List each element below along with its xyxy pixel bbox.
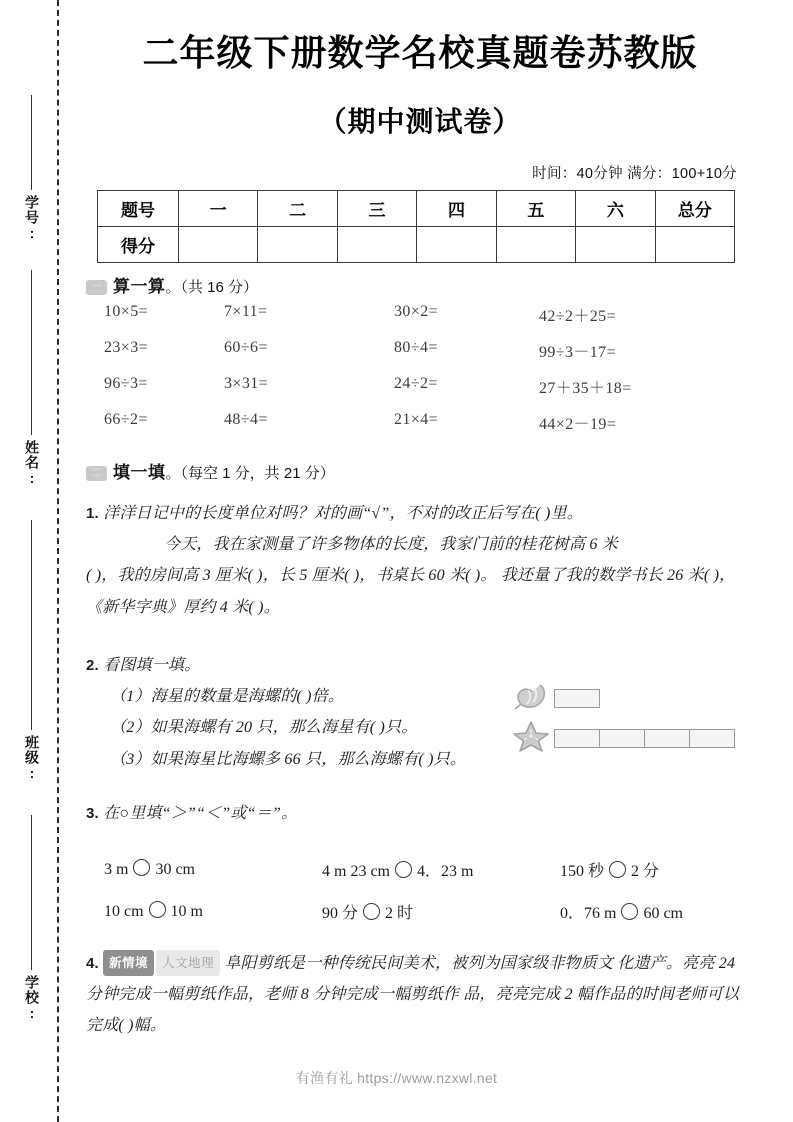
comparison-circle[interactable]: [363, 903, 380, 920]
comparison-circle[interactable]: [621, 903, 638, 920]
margin-label-name: 姓名:: [24, 440, 40, 487]
comparison-right: 60 cm: [643, 904, 683, 922]
score-table-header-cell: 三: [337, 191, 416, 227]
margin-divider: [31, 520, 32, 730]
comparison-right: 2 时: [385, 904, 414, 922]
margin-label-class: 班级:: [24, 735, 40, 782]
comparison-item[interactable]: [322, 900, 560, 923]
table-row: [98, 227, 735, 263]
comparison-circle[interactable]: [395, 861, 412, 878]
arithmetic-grid: [104, 303, 744, 447]
score-input-cell[interactable]: [655, 227, 734, 263]
badge-new-context: 新情境: [103, 950, 154, 976]
arithmetic-row: [104, 411, 744, 447]
arithmetic-row: [104, 375, 744, 411]
comparison-right: 4．23 m: [417, 862, 474, 880]
page-subtitle: （期中测试卷）: [318, 106, 522, 137]
score-table-header-cell: 五: [496, 191, 575, 227]
conch-quantity-bar: [554, 689, 600, 708]
bar-unit: [555, 730, 600, 747]
arithmetic-problem[interactable]: 99÷3－17=: [539, 344, 617, 361]
question-subitem[interactable]: （3）如果海星比海螺多 66 只，那么海螺有( )只。: [110, 750, 467, 768]
question-stem[interactable]: 洋洋日记中的长度单位对吗？对的画“√”，不对的改正后写在( )里。: [103, 505, 583, 522]
section-marker-icon: 一: [86, 280, 107, 295]
comparison-grid: [104, 848, 754, 932]
comparison-circle[interactable]: [149, 901, 166, 918]
table-row: [98, 191, 735, 227]
margin-divider: [31, 815, 32, 970]
question-3: [86, 798, 746, 829]
comparison-right: 2 分: [631, 862, 660, 880]
arithmetic-problem[interactable]: 10×5=: [104, 303, 149, 320]
diagram-row-conch: [508, 678, 738, 718]
score-table-row-label: 得分: [98, 227, 179, 263]
comparison-left: 4 m 23 cm: [322, 862, 390, 880]
score-table-header-cell: 二: [258, 191, 337, 227]
score-input-cell[interactable]: [417, 227, 496, 263]
arithmetic-problem[interactable]: 66÷2=: [104, 411, 148, 428]
left-margin-strip: [0, 0, 58, 1122]
section-heading-1: [86, 272, 258, 297]
arithmetic-problem[interactable]: 96÷3=: [104, 375, 148, 392]
footer-watermark: 有渔有礼 https://www.nzxwl.net: [295, 1070, 498, 1086]
question-stem: 在○里填“＞”“＜”或“＝”。: [103, 805, 298, 822]
question-diary-line[interactable]: 我还量了我的数学书长 26 米( )，《新华字典》厚约 4 米( )。: [86, 567, 736, 616]
comparison-right: 30 cm: [155, 861, 195, 878]
arithmetic-row: [104, 339, 744, 375]
score-table-row-label: 题号: [98, 191, 179, 227]
question-4: [86, 948, 746, 1042]
arithmetic-problem[interactable]: 23×3=: [104, 339, 149, 356]
comparison-left: 10 cm: [104, 903, 144, 920]
bar-unit: [555, 690, 599, 707]
arithmetic-row: [104, 303, 744, 339]
question-diary-line[interactable]: 今天，我在家测量了许多物体的长度，我家门前的桂花树高 6 米: [164, 536, 619, 554]
comparison-row: [104, 890, 754, 932]
arithmetic-problem[interactable]: 80÷4=: [394, 339, 438, 356]
score-table-header-cell: 一: [179, 191, 258, 227]
question-1: [86, 498, 746, 623]
arithmetic-problem[interactable]: 30×2=: [394, 303, 439, 320]
comparison-right: 10 m: [170, 903, 203, 920]
bar-unit: [600, 730, 645, 747]
section-title: 填一填: [113, 463, 166, 482]
question-stem: 看图填一填。: [103, 657, 201, 674]
score-table-header-cell: 四: [417, 191, 496, 227]
section-points: 。（共 16 分）: [165, 279, 259, 296]
arithmetic-problem[interactable]: 3×31=: [224, 375, 269, 392]
arithmetic-problem[interactable]: 7×11=: [224, 303, 268, 320]
comparison-item[interactable]: [560, 858, 754, 881]
score-input-cell[interactable]: [337, 227, 416, 263]
section-heading-2: [86, 458, 335, 483]
question-text[interactable]: 阜阳剪纸是一种传统民间美术，被列为国家级非物质文: [224, 955, 614, 972]
section-points: 。（每空 1 分，共 21 分）: [165, 465, 335, 482]
section-title: 算一算: [113, 277, 166, 296]
arithmetic-problem[interactable]: 27＋35＋18=: [539, 380, 632, 397]
cut-line-dashed: [57, 0, 59, 1122]
question-text[interactable]: 品，亮亮完成 2 幅作品的时间老师可以完成( )幅。: [86, 986, 740, 1035]
score-input-cell[interactable]: [179, 227, 258, 263]
score-table-header-cell: 总分: [655, 191, 734, 227]
comparison-left: 3 m: [104, 861, 129, 878]
comparison-row: [104, 848, 754, 890]
arithmetic-problem[interactable]: 44×2－19=: [539, 416, 617, 433]
arithmetic-problem[interactable]: 48÷4=: [224, 411, 268, 428]
question-subitem[interactable]: （1）海星的数量是海螺的( )倍。: [110, 688, 345, 706]
arithmetic-problem[interactable]: 42÷2＋25=: [539, 308, 617, 325]
score-input-cell[interactable]: [496, 227, 575, 263]
question-diary-line[interactable]: ( )，我的房间高 3 厘米( )，长 5 厘米( )，书桌长 60 米( )。: [86, 567, 497, 585]
question-number: 3.: [86, 805, 99, 822]
question-number: 2.: [86, 657, 99, 674]
question-number: 4.: [86, 955, 99, 972]
score-input-cell[interactable]: [258, 227, 337, 263]
comparison-item[interactable]: [104, 901, 322, 921]
question-subitem[interactable]: （2）如果海螺有 20 只，那么海星有( )只。: [110, 719, 418, 737]
arithmetic-problem[interactable]: 60÷6=: [224, 339, 268, 356]
question-number: 1.: [86, 505, 99, 522]
comparison-bar-diagram: [508, 678, 738, 760]
bar-unit: [645, 730, 690, 747]
diagram-row-starfish: [508, 718, 738, 758]
bar-unit: [690, 730, 734, 747]
comparison-item[interactable]: [104, 859, 322, 879]
comparison-circle[interactable]: [609, 861, 626, 878]
starfish-quantity-bar: [554, 729, 735, 748]
arithmetic-problem[interactable]: 24÷2=: [394, 375, 438, 392]
exam-meta: 时间：40分钟 满分：100+10分: [532, 166, 737, 182]
comparison-left: 90 分: [322, 904, 359, 922]
comparison-item[interactable]: [322, 858, 560, 881]
question-text[interactable]: 化遗产。亮亮 24 分钟完成一幅剪纸作品，老师 8 分钟完成一幅剪纸作: [86, 955, 736, 1004]
margin-label-school: 学校:: [24, 975, 40, 1022]
starfish-icon: [508, 720, 554, 757]
score-table-header-cell: 六: [576, 191, 655, 227]
comparison-left: 150 秒: [560, 862, 605, 880]
comparison-circle[interactable]: [133, 859, 150, 876]
section-marker-icon: 二: [86, 466, 107, 481]
comparison-item[interactable]: [560, 900, 754, 923]
comparison-left: 0．76 m: [560, 904, 617, 922]
conch-shell-icon: [508, 681, 554, 716]
arithmetic-problem[interactable]: 21×4=: [394, 411, 439, 428]
margin-label-student-id: 学号:: [24, 195, 40, 242]
score-table: [97, 190, 735, 263]
page-title: 二年级下册数学名校真题卷苏教版: [142, 32, 698, 73]
badge-humanities-geography: 人文地理: [156, 950, 220, 976]
margin-divider: [31, 95, 32, 190]
score-input-cell[interactable]: [576, 227, 655, 263]
margin-divider: [31, 270, 32, 435]
